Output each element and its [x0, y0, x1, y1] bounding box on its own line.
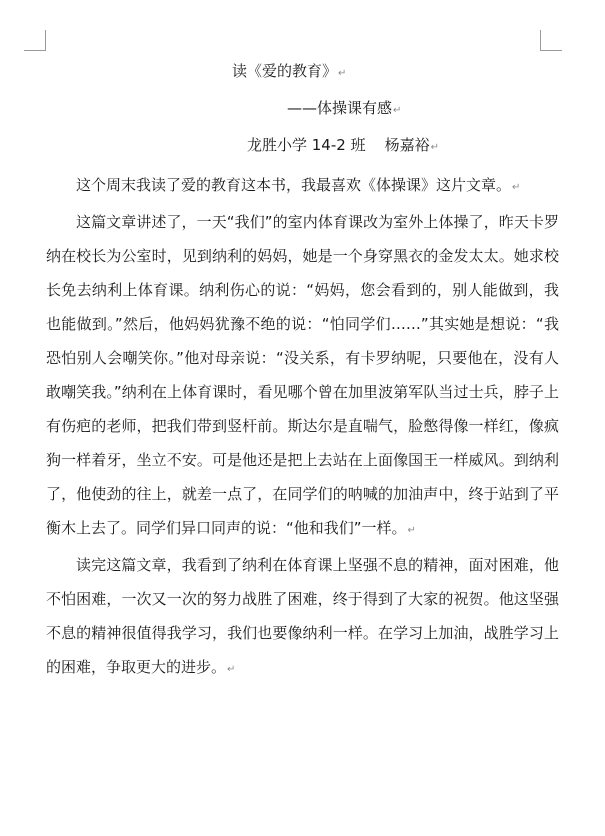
paragraph-3: 读完这篇文章，我看到了纳利在体育课上坚强不息的精神，面对困难，他不怕困难，一次又一次的努力战胜了困难，终于得到了大家的祝贺。他这坚强不息的精神很值得我学习，我们也要像纳利一样。在学习上加油，战胜学习上的困难，争取更大的进步。↵: [46, 556, 559, 676]
paragraph-mark-icon: ↵: [430, 142, 440, 153]
author-byline: 龙胜小学 14-2 班 杨嘉裕↵: [247, 136, 440, 154]
document-title: 读《爱的教育》↵: [232, 62, 347, 80]
document-subtitle: ——体操课有感↵: [287, 99, 402, 117]
paragraph-mark-icon: ↵: [227, 664, 236, 675]
paragraph-mark-icon: ↵: [512, 182, 521, 193]
paragraph-mark-icon: ↵: [407, 525, 416, 536]
paragraph-mark-icon: ↵: [393, 105, 402, 116]
paragraph-2: 这篇文章讲述了，一天“我们”的室内体育课改为室外上体操了，昨天卡罗纳在校长为公室时，见到纳利的妈妈，她是一个身穿黑衣的金发太太。她求校长免去纳利上体育课。纳利伤心的说：“妈妈，您会看到的，别人能做到，我也能做到。”然后，他妈妈犹豫不绝的说：“怕同学们……”其实她是想说：“我恐怕别人会嘲笑你。”他对母亲说：“没关系，有卡罗纳呢，只要他在，没有人敢嘲笑我。”纳利在上体育课时，看见哪个曾在加里波第军队当过士兵，脖子上有伤疤的老师，把我们带到竖杆前。斯达尔是直喘气，脸憋得像一样红，像疯狗一样着牙，坐立不安。可是他还是把上去站在上面像国王一样威风。到纳利了，他使劲的往上，就差一点了，在同学们的呐喊的加油声中，终于站到了平衡木上去了。同学们异口同声的说：“他和我们”一样。↵: [46, 213, 559, 537]
document-body: [46, 168, 559, 687]
crop-mark-top-right: [540, 30, 562, 51]
paragraph-1: 这个周末我读了爱的教育这本书，我最喜欢《体操课》这片文章。↵: [76, 176, 521, 194]
paragraph-mark-icon: ↵: [338, 68, 347, 79]
crop-mark-top-left: [24, 30, 46, 51]
